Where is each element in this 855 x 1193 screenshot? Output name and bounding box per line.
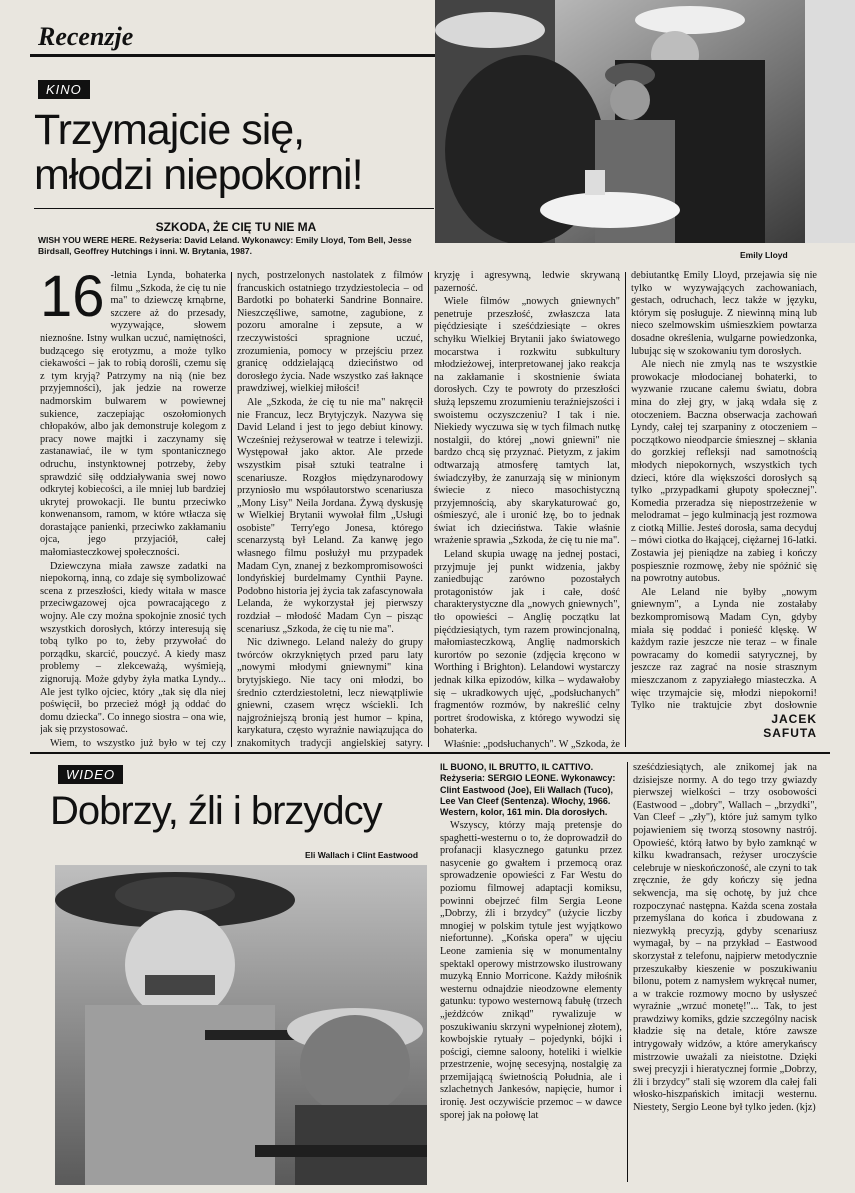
wideo-col1-text: Wszyscy, którzy mają pretensje do spaghetti-westernu o to, że doprowadził do profanacji klasycznego gatunku przez nasycenie go gwałtem i przemocą oraz sprowadzenie opowieści z Far Westu do poziomu filmowej adaptacji komiksu, powinni obejrzeć film Sergia Leone „Dobrzy, źli i brzydcy" (użycie liczby mnogiej w polskim tytule jest wyjątkowo niefortunne). „Końska opera" w ujęciu Leone zamienia się w monumentalny spektakl operowy mistrzowsko ilustrowany muzyką Ennio Morricone. Każdy miłośnik westernu odnajdzie nieodzowne elementy gatunku: typowo westernową fabułę (trzech „jeźdźców znikąd" rywalizuje w poszukiwaniu skrzyni wypełnionej złotem), kowbojskie rytuały – pojedynki, bójki i pościgi, ciemne saloony, hoteliki i wielkie przestrzenie, wojnę secesyjną, nostalgię za przemijającą świetnością Południa, ale i szlachetnych Jankesów, napięcie, humor i ironię. Jest oczywiście przemoc – w dawce sporej jak na połowę lat <box>440 820 622 1121</box>
kino-col3-p2: Wiele filmów „nowych gniewnych" penetruje przeszłość, zwłaszcza lata pięćdziesiąte i sześćdziesiąte – okres schyłku Wielkiej Brytanii jako światowego mocarstwa i rozkwitu subkultury młodzieżowej, interpretowanej jako reakcja na zakłamanie i skostnienie świata dorosłych. Czy te powroty do przeszłości służą lepszemu zrozumieniu teraźniejszości i swoistemu oczyszczeniu? I tak i nie. Niekiedy wyczuwa się w tych filmach nutkę nostalgii, do której „nowi gniewni" nie bardzo chcą się przyznać. Pietyzm, z jakim odtwarzają atmosferę tamtych lat, świadczyłby, że zanurzają się w minionym świecie z nieco masochistyczną przyjemnością, aby skarykaturować go, ośmieszyć, ale i uronić łzę, bo to jednak świat ich dzieciństwa. Takie właśnie wrażenie sprawia „Szkoda, że cię tu nie ma". <box>434 296 620 547</box>
photo-illustration <box>435 0 805 243</box>
wideo-credits: IL BUONO, IL BRUTTO, IL CATTIVO. Reżyseria: SERGIO LEONE. Wykonawcy: Clint Eastwood (Joe), Eli Wallach (Tuco), Lee Van Cleef (Sentenza). Włochy, 1966. Western, kolor, 161 min. Dla dorosłych. <box>440 762 616 817</box>
author-last-name: SAFUTA <box>763 726 817 740</box>
column-divider <box>625 272 626 747</box>
kino-col4-p2: Ale niech nie zmylą nas te wszystkie prowokacje młodocianej bohaterki, to wyzwanie rzucane całemu światu, dobra mina do złej gry, w jaką wdała się z otoczeniem. Baczna obserwacja zachowań Lyndy, całej tej szarpaniny z otoczeniem – początkowo nieodparcie śmiesznej – skłania do gorzkiej refleksji nad samotnością młodych niepokornych, wszystkich tych dzieci, które dla większości dorosłych są tylko „przypadkami głupoty społecznej". Komedia przeradza się niepostrzeżenie w melodramat – jego kulminacją jest rozmowa z ciotką Millie. Jesteś dorosła, sama decyduj – mówi ciotka do łkającej, ciężarnej 16-latki. Zostawia jej pieniądze na zabieg i kończy pospiesznie rozmowę, żeby nie spóźnić się na powrotny autobus. <box>631 359 817 585</box>
kino-col3-p4: Właśnie: „podsłuchanych". W „Szkoda, że <box>444 738 620 750</box>
kino-col2-p2: Ale „Szkoda, że cię tu nie ma" nakręcił nie Francuz, lecz Brytyjczyk. Nazywa się David Leland i jest to jego debiut kinowy. Wcześniej reżyserował w teatrze i telewizji. Występował jako aktor. Ale przede wszystkim pisał sztuki teatralne i scenariusze. Rozgłos międzynarodowy przyniosło mu współautorstwo scenariusza „Mony Lisy" Neila Jordana. Żywą dyskusję w Wielkiej Brytanii wywołał film „Usługi osobiste" Terry'ego Jonesa, którego scenarzystą był Leland. Za kanwę jego własnego filmu posłużył mu przypadek Madam Cyn, znanej z bezkompromisowości londyńskiej burdelmamy Cynthii Payne. Podobno historia jej życia tak zafascynowała Lelanda, że wykorzystał jej pierwszy rozdział – młodość Madam Cyn – pisząc scenariusz „Szkoda, że cię tu nie ma". <box>237 396 423 635</box>
kino-col2-p3: Nic dziwnego. Leland należy do grupy twórców okrzykniętych przed paru laty „nowymi młodymi gniewnymi" kina brytyjskiego. Nie tacy oni młodzi, bo średnio czterdziestoletni, lecz niewątpliwie gniewni, czasem wręcz wściekli. Ich najgroźniejszą bronią jest humor – kpina, karykatura, często wyraźnie nawiązująca do znakomitych tradycji angielskiej satyry. <box>237 637 423 749</box>
kino-column-4 <box>631 270 817 710</box>
headline-rule <box>34 208 434 209</box>
dropcap: 16 <box>40 270 105 329</box>
wideo-column-1 <box>440 820 622 1185</box>
column-divider <box>428 272 429 747</box>
article-separator <box>30 752 830 754</box>
good-bad-ugly-photo <box>55 865 427 1185</box>
kino-col2-p1: nych, postrzelonych nastolatek z filmów francuskich ostatniego trzydziestolecia – od Bardotki po bohaterki Sandrine Bonnaire. Nieszczęśliwe, samotne, zagubione, z pozoru amoralne i zepsute, a w rzeczywistości spragnione uczuć, zrozumienia, pomocy w przejściu przez granicę oddzielającą dzieciństwo od dorosłego życia. Nade wszystko zaś łaknące prawdziwej, wielkiej miłości! <box>237 270 423 395</box>
kino-column-1 <box>40 270 226 750</box>
kino-headline <box>34 108 434 198</box>
kino-column-3 <box>434 270 620 750</box>
kino-tag: KINO <box>38 80 90 99</box>
wideo-headline: Dobrzy, źli i brzydcy <box>50 789 382 833</box>
author-first-name: JACEK <box>771 712 817 726</box>
kino-col1-p3: Wiem, to wszystko już było w tej czy <box>50 737 226 749</box>
kino-author <box>631 712 817 740</box>
kino-headline-line2: młodzi niepokorni! <box>34 151 363 200</box>
wideo-column-2 <box>633 762 817 1185</box>
kino-col1-lead: -letnia Lynda, bohaterka filmu „Szkoda, że cię tu nie ma" to dziewczę krnąbrne, szczere aż do przesady, wyzywające, słowem nieznośne. Istny wulkan uczuć, namiętności, budzącego się erotyzmu, a może tylko ciekawości – jak to robią dorośli, czemu się z tym kryją? Patrzymy na nią (nie bez przyjemności), jak jedzie na rowerze nadmorskim bulwarem w powiewnej sukience, zaczepiając oszołomionych chłopaków, albo jak demonstruje kolegom z pracy nowe majtki i zaczynamy się zastanawiać, ile w tym spontanicznego odruchu, instynktownej potrzeby, żeby sprawdzić siłę oddziaływania swej nowo odkrytej kobiecości, a ile mniej lub bardziej ukrytej prowokacji. Ile buntu przeciwko konwenansom, ramom, w które wtłacza się dorastające panienki, przeciwko zakłamaniu ojca, jego przyjaciół, całej małomiasteczkowej społeczności. <box>40 270 226 559</box>
column-divider <box>627 762 628 1182</box>
kino-subhead: SZKODA, ŻE CIĘ TU NIE MA <box>155 220 317 234</box>
kino-credits: WISH YOU WERE HERE. Reżyseria: David Leland. Wykonawcy: Emily Lloyd, Tom Bell, Jesse Birdsall, Geoffrey Hutchings i inni. W. Brytania, 1987. <box>38 235 412 256</box>
wideo-col2-text: sześćdziesiątych, ale znikomej jak na dzisiejsze normy. A do tego trzy gwiazdy pierwszej wielkości – trzy osobowości (Eastwood – „dobry", Wallach – „brzydki", Van Cleef – „zły"), które już samym tylko pojawieniem się tworzą stosowny nastrój. Opowieść, którą łatwo by było zamknąć w kilku kwadransach, reżyser uroczyście celebruje w nieskończoność, ale czyni to tak zręcznie, że gdy kończy się jedna sekwencja, ma się ochotę, by już chce rozpoczynać następna. Każda scena została przemyślana do końca i zbudowana z niezwykłą precyzją, gdyby scenariusz wymagał, by – na przykład – Eastwood skorzystał z telefonu, najpierw metodycznie przeszukałby kieszenie w poszukiwaniu bilonu, potem z namysłem wykręcał numer, a w trakcie rozmowy mocno by usłyszeć wyraźnie „wrzuć monetę!"... Tak, to jest prawdziwy komiks, gdzie szczególny nacisk kładzie się na detale, które zawsze intrygowały widzów, a które amerykańscy mistrzowie uważali za nieistotne. Dzięki swej precyzji i hieratycznej formie „Dobrzy, źli i brzydcy" stali się wzorem dla całej fali włosko-hiszpańskich imitacji westernu. Niestety, Sergio Leone był tylko jeden. (kjz) <box>633 762 817 1114</box>
section-title: Recenzje <box>38 22 134 51</box>
kino-col3-p1: kryzję i agresywną, ledwie skrywaną pazerność. <box>434 270 620 294</box>
emily-lloyd-photo <box>435 0 805 243</box>
kino-col4-p1: debiutantkę Emily Lloyd, przejawia się nie tylko w wyzywających zachowaniach, gestach, odruchach, lecz także w języku, którym się posługuje. Z niewinną miną lub nieco szelmowskim uśmieszkiem powtarza dosadne określenia, wulgarne powiedzonka, lubując się w szokowaniu tym dorosłych. <box>631 270 817 357</box>
emily-lloyd-caption: Emily Lloyd <box>740 250 788 260</box>
section-rule <box>30 54 435 57</box>
wideo-tag: WIDEO <box>58 765 123 784</box>
photo-edge <box>805 0 855 243</box>
kino-col3-p3: Leland skupia uwagę na jednej postaci, przyjmuje jej punkt widzenia, jakby zaniedbując zarówno pozostałych protagonistów jak i całe, dość charakterystyczne dla „nowych gniewnych", tło opowieści – Anglię początku lat pięćdziesiątych, tym razem prowincjonalną, małomiasteczkową, Anglię nadmorskich kurortów po sezonie (zdjęcia kręcono w Worthing i Brighton). Lelandowi wystarczy jednak kilka epizodów, kilka – wydawałoby się – ukradkowych ujęć, „podsłuchanych" fragmentów rozmów, by nakreślić celny portret środowiska, z którego wywodzi się bohaterka. <box>434 549 620 737</box>
kino-column-2 <box>237 270 423 750</box>
kino-col4-p3: Ale Leland nie byłby „nowym gniewnym", a Lynda nie zostałaby bezkompromisową Madam Cyn, gdyby miała się poddać i ponieść klęskę. W każdym razie jeszcze nie teraz – w finale powracamy do komedii satyrycznej, by jeszcze raz zagrać na nosie strasznym mieszczanom z zapyziałego miasteczka. A więc trzymajcie się, młodzi niepokorni! Tylko nie traktujcie zbyt dosłownie <box>631 586 817 710</box>
column-divider <box>231 272 232 747</box>
kino-col1-p2: Dziewczyna miała zawsze zadatki na niepokorną, inną, co zdaje się symbolizować scena z przeszłości, kiedy witała w masce przeciwgazowej ojca powracającego z wojny. Ale czy można spokojnie znosić tych wszystkich dorosłych, którzy interesują się tobą tylko po to, żeby przywołać do porządku, skarcić, pouczyć. A kiedy masz problemy – zlekceważą, wyśmieją, zignorują. Może gdyby żyła matka Lyndy... Ale jest tylko ojciec, który „tak się dla niej poświęcił, bo przecież mógł ją oddać do domu dziecka". Co innego siostra – ona wie, jak się przystosować. <box>40 560 226 736</box>
kino-headline-line1: Trzymajcie się, <box>34 106 305 154</box>
wideo-photo-caption: Eli Wallach i Clint Eastwood <box>305 850 419 860</box>
photo-illustration <box>55 865 427 1185</box>
